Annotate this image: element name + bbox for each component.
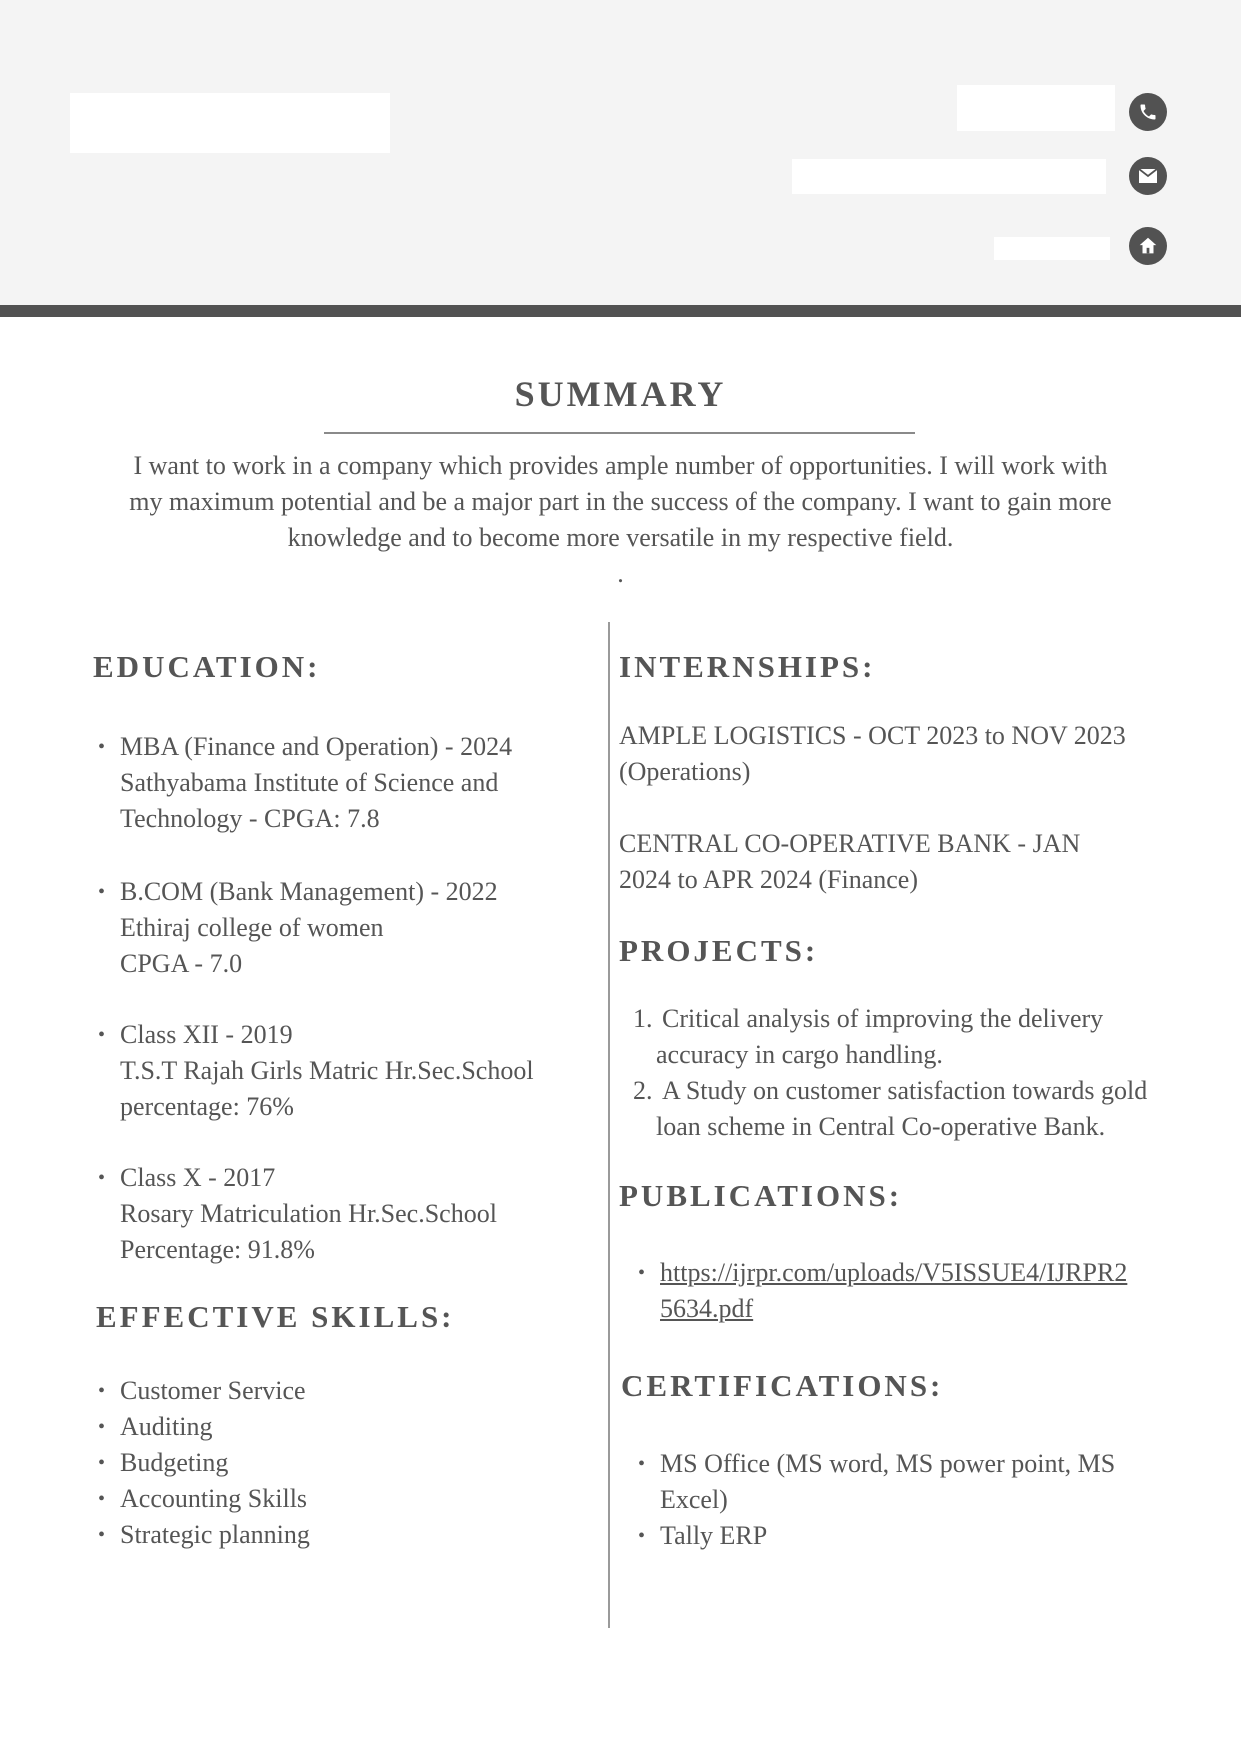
skill-item: • Strategic planning — [120, 1517, 310, 1553]
project-item — [633, 1073, 1148, 1145]
internship-item — [619, 826, 1080, 898]
phone-icon — [1129, 93, 1167, 131]
internship-line: 2024 to APR 2024 (Finance) — [619, 865, 918, 894]
education-line: Rosary Matriculation Hr.Sec.School — [120, 1199, 497, 1228]
education-item — [120, 1017, 534, 1125]
internship-item — [619, 718, 1126, 790]
skill-item: • Accounting Skills — [120, 1481, 310, 1517]
skill-item: • Auditing — [120, 1409, 310, 1445]
education-line: percentage: 76% — [120, 1092, 294, 1121]
column-divider — [608, 622, 610, 1628]
certification-item — [660, 1518, 1115, 1554]
skill-item: • Budgeting — [120, 1445, 310, 1481]
education-line: T.S.T Rajah Girls Matric Hr.Sec.School — [120, 1056, 534, 1085]
education-heading: EDUCATION: — [93, 649, 321, 684]
education-line: • Class XII - 2019 — [120, 1020, 293, 1049]
education-item — [120, 874, 534, 982]
internship-line: CENTRAL CO-OPERATIVE BANK - JAN — [619, 829, 1081, 858]
skills-heading: EFFECTIVE SKILLS: — [96, 1299, 455, 1334]
education-line: • B.COM (Bank Management) - 2022 — [120, 877, 498, 906]
education-line: • Class X - 2017 — [120, 1163, 276, 1192]
phone-redacted — [957, 85, 1115, 131]
education-line: • MBA (Finance and Operation) - 2024 — [120, 732, 513, 761]
certifications-heading: CERTIFICATIONS: — [621, 1368, 944, 1403]
project-line: loan scheme in Central Co-operative Bank. — [656, 1112, 1106, 1141]
skills-list — [120, 1373, 310, 1553]
link-line[interactable]: https://ijrpr.com/uploads/V5ISSUE4/IJRPR2 — [660, 1258, 1128, 1287]
email-redacted — [792, 159, 1106, 194]
name-redacted — [70, 93, 390, 153]
certification-item — [660, 1446, 1115, 1518]
summary-dot: . — [617, 559, 624, 588]
summary-line: knowledge and to become more versatile in my respective field. — [287, 523, 954, 552]
education-list — [120, 729, 534, 1268]
certification-line: Excel) — [660, 1485, 728, 1514]
certification-line: • Tally ERP — [660, 1521, 768, 1550]
summary-line: I want to work in a company which provides ample number of opportunities. I will work with — [133, 451, 1108, 480]
home-icon — [1129, 227, 1167, 265]
link-line[interactable]: 5634.pdf — [660, 1294, 754, 1323]
publication-item — [660, 1255, 1127, 1327]
education-line: Technology - CPGA: 7.8 — [120, 804, 380, 833]
summary-underline — [324, 432, 915, 434]
education-line: CPGA - 7.0 — [120, 949, 243, 978]
project-number: 1. — [633, 1004, 653, 1033]
education-line: Sathyabama Institute of Science and — [120, 768, 499, 797]
internship-line: (Operations) — [619, 757, 751, 786]
project-number: 2. — [633, 1076, 653, 1105]
certification-line: • MS Office (MS word, MS power point, MS — [660, 1449, 1116, 1478]
mail-icon — [1129, 157, 1167, 195]
projects-heading: PROJECTS: — [619, 933, 819, 968]
education-item — [120, 1160, 534, 1268]
summary-line: my maximum potential and be a major part in the success of the company. I want to gain more — [129, 487, 1112, 516]
publications-heading: PUBLICATIONS: — [619, 1178, 903, 1213]
publications-list — [660, 1255, 1127, 1327]
skill-item: • Customer Service — [120, 1373, 310, 1409]
project-line: A Study on customer satisfaction towards gold — [662, 1076, 1148, 1105]
project-line: Critical analysis of improving the delivery — [662, 1004, 1104, 1033]
summary-heading: SUMMARY — [514, 374, 727, 414]
certifications-list — [660, 1446, 1115, 1554]
project-item — [633, 1001, 1104, 1073]
project-line: accuracy in cargo handling. — [656, 1040, 943, 1069]
address-redacted — [994, 237, 1110, 260]
internships-heading: INTERNSHIPS: — [619, 649, 876, 684]
summary-text — [0, 448, 1241, 592]
publication-link[interactable] — [660, 1258, 1127, 1323]
internship-line: AMPLE LOGISTICS - OCT 2023 to NOV 2023 — [619, 721, 1126, 750]
header-divider-bar — [0, 305, 1241, 317]
education-line: Percentage: 91.8% — [120, 1235, 315, 1264]
education-item — [120, 729, 534, 837]
education-line: Ethiraj college of women — [120, 913, 384, 942]
